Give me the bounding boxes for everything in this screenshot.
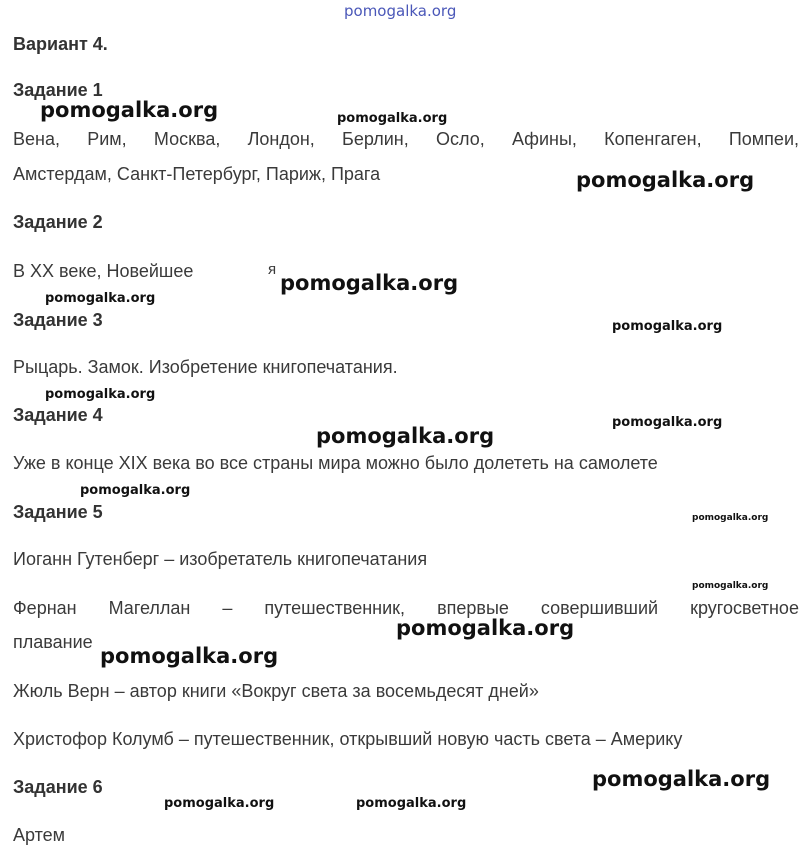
task-2-text: В XX веке, Новейшее <box>13 261 194 281</box>
task-5-item-1: Иоганн Гутенберг – изобретатель книгопечатания <box>13 549 428 569</box>
watermark-text: pomogalka.org <box>592 767 771 791</box>
watermark-text: pomogalka.org <box>356 796 467 811</box>
watermark-text: pomogalka.org <box>316 424 495 448</box>
watermark-text: pomogalka.org <box>280 271 459 295</box>
watermark-text: pomogalka.org <box>576 168 755 192</box>
variant-title: Вариант 4. <box>13 34 108 54</box>
task-1-word: Афины, <box>511 129 577 149</box>
watermark-text: pomogalka.org <box>337 111 448 126</box>
task-2-heading: Задание 2 <box>13 212 103 232</box>
task-4-heading: Задание 4 <box>13 405 103 425</box>
watermark-text: pomogalka.org <box>692 581 769 591</box>
task-5-heading: Задание 5 <box>13 502 103 522</box>
task-5-word: – <box>222 598 233 618</box>
task-1-word: Помпеи, <box>728 129 799 149</box>
task-1-word: Вена, <box>13 129 60 149</box>
task-5-item-4: Христофор Колумб – путешественник, открывший новую часть света – Америку <box>13 729 683 749</box>
task-1-line-2: Амстердам, Санкт-Петербург, Париж, Прага <box>13 164 381 184</box>
watermark-text: pomogalka.org <box>100 644 279 668</box>
watermark-text: pomogalka.org <box>45 291 156 306</box>
task-1-word: Осло, <box>435 129 485 149</box>
task-5-word: Фернан <box>13 598 77 618</box>
watermark-text: pomogalka.org <box>612 415 723 430</box>
task-1-word: Берлин, <box>342 129 409 149</box>
task-5-word: впервые <box>437 598 509 618</box>
watermark-text: pomogalka.org <box>40 98 219 122</box>
watermark-text: pomogalka.org <box>396 616 575 640</box>
task-5-word: путешественник, <box>264 598 406 618</box>
watermark-text: pomogalka.org <box>80 483 191 498</box>
task-3-text: Рыцарь. Замок. Изобретение книгопечатания. <box>13 357 398 377</box>
task-2-fragment: я <box>268 261 277 278</box>
task-6-heading: Задание 6 <box>13 777 103 797</box>
task-1-word: Лондон, <box>247 129 315 149</box>
task-5-item-2-line-2: плавание <box>13 632 93 652</box>
task-4-text: Уже в конце XIX века во все страны мира можно было долететь на самолете <box>13 453 658 473</box>
task-5-item-3: Жюль Верн – автор книги «Вокруг света за восемьдесят дней» <box>13 681 539 701</box>
watermark-text: pomogalka.org <box>692 513 769 523</box>
task-6-text: Артем <box>13 825 66 845</box>
task-1-word: Рим, <box>87 129 127 149</box>
task-1-word: Москва, <box>153 129 221 149</box>
task-5-word: Магеллан <box>108 598 191 618</box>
watermark-text: pomogalka.org <box>612 319 723 334</box>
watermark-text: pomogalka.org <box>164 796 275 811</box>
task-1-line-1 <box>13 129 799 150</box>
task-5-word: совершивший <box>540 598 659 618</box>
task-1-heading: Задание 1 <box>13 80 103 100</box>
watermark-text: pomogalka.org <box>45 387 156 402</box>
task-3-heading: Задание 3 <box>13 310 103 330</box>
task-1-word: Копенгаген, <box>604 129 702 149</box>
header-watermark[interactable]: pomogalka.org <box>344 2 457 20</box>
task-5-word: кругосветное <box>690 598 799 618</box>
